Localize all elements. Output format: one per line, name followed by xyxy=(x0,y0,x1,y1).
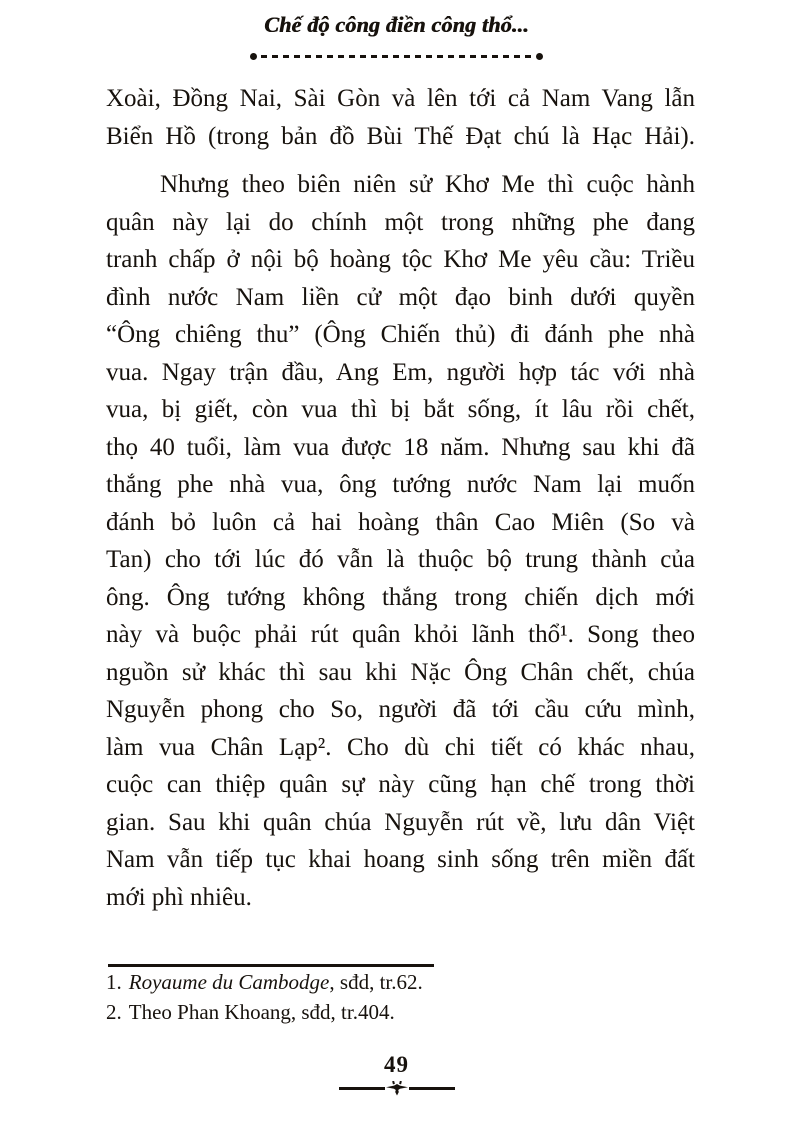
footnote xyxy=(106,967,695,997)
text-line: mới phì nhiêu. xyxy=(106,883,252,911)
text-line: Nhưng theo biên niên sử Khơ Me thì cuộc hành xyxy=(160,171,695,198)
text-line: đánh bỏ luôn cả hai hoàng thân Cao Miên (So và xyxy=(106,508,695,536)
running-header: Chế độ công điền công thổ... xyxy=(264,12,529,37)
footer-rule-right xyxy=(409,1087,455,1090)
text-line: tranh chấp ở nội bộ hoàng tộc Khơ Me yêu cầu: Triều xyxy=(106,246,695,273)
body-text xyxy=(106,80,695,916)
text-line: thắng phe nhà vua, ông tướng nước Nam lại muốn xyxy=(106,471,695,498)
divider-dot-left-icon xyxy=(250,53,257,60)
paragraph xyxy=(106,80,695,155)
text-line: Biển Hồ (trong bản đồ Bùi Thế Đạt chú là Hạc Hải). xyxy=(106,122,695,150)
footnote-text: Theo Phan Khoang, sđd, tr.404. xyxy=(128,1000,395,1024)
text-line: vua. Ngay trận đầu, Ang Em, người hợp tác với nhà xyxy=(106,358,695,386)
text-line: “Ông chiêng thu” (Ông Chiến thủ) đi đánh phe nhà xyxy=(106,321,695,348)
page-number: 49 xyxy=(384,1052,409,1077)
text-line: gian. Sau khi quân chúa Nguyễn rút về, lưu dân Việt xyxy=(106,808,695,836)
text-line: Nam vẫn tiếp tục khai hoang sinh sống trên miền đất xyxy=(106,846,695,873)
text-line: đình nước Nam liền cử một đạo binh dưới quyền xyxy=(106,283,695,311)
paragraph xyxy=(106,166,695,916)
footnotes-section xyxy=(106,964,695,1027)
page-footer xyxy=(0,1052,793,1096)
footnote-source-title: Royaume du Cambodge xyxy=(128,970,330,994)
footnote xyxy=(106,997,695,1027)
text-line: Tan) cho tới lúc đó vẫn là thuộc bộ trung thành của xyxy=(106,546,695,573)
text-line: cuộc can thiệp quân sự này cũng hạn chế trong thời xyxy=(106,771,695,798)
divider-dashes xyxy=(261,55,532,58)
text-line: quân này lại do chính một trong những phe đang xyxy=(106,208,695,236)
footnote-text: , sđd, tr.62. xyxy=(329,970,423,994)
footer-rule-left xyxy=(339,1087,385,1090)
text-line: Xoài, Đồng Nai, Sài Gòn và lên tới cả Nam Vang lẫn xyxy=(106,85,695,112)
footnote-number: 1. xyxy=(106,970,122,994)
footnote-number: 2. xyxy=(106,1000,122,1024)
footer-divider xyxy=(0,1081,793,1096)
text-line: này và buộc phải rút quân khỏi lãnh thổ¹. Song theo xyxy=(106,621,695,648)
text-line: Nguyễn phong cho So, người đã tới cầu cứu mình, xyxy=(106,696,695,723)
header-divider xyxy=(250,53,543,60)
text-line: nguồn sử khác thì sau khi Nặc Ông Chân chết, chúa xyxy=(106,658,695,686)
text-line: thọ 40 tuổi, làm vua được 18 năm. Nhưng sau khi đã xyxy=(106,433,695,461)
text-line: ông. Ông tướng không thắng trong chiến dịch mới xyxy=(106,583,695,611)
text-line: vua, bị giết, còn vua thì bị bắt sống, ít lâu rồi chết, xyxy=(106,396,695,423)
fleuron-ornament-icon xyxy=(386,1081,408,1096)
divider-dot-right-icon xyxy=(536,53,543,60)
text-line: làm vua Chân Lạp². Cho dù chi tiết có khác nhau, xyxy=(106,733,695,761)
